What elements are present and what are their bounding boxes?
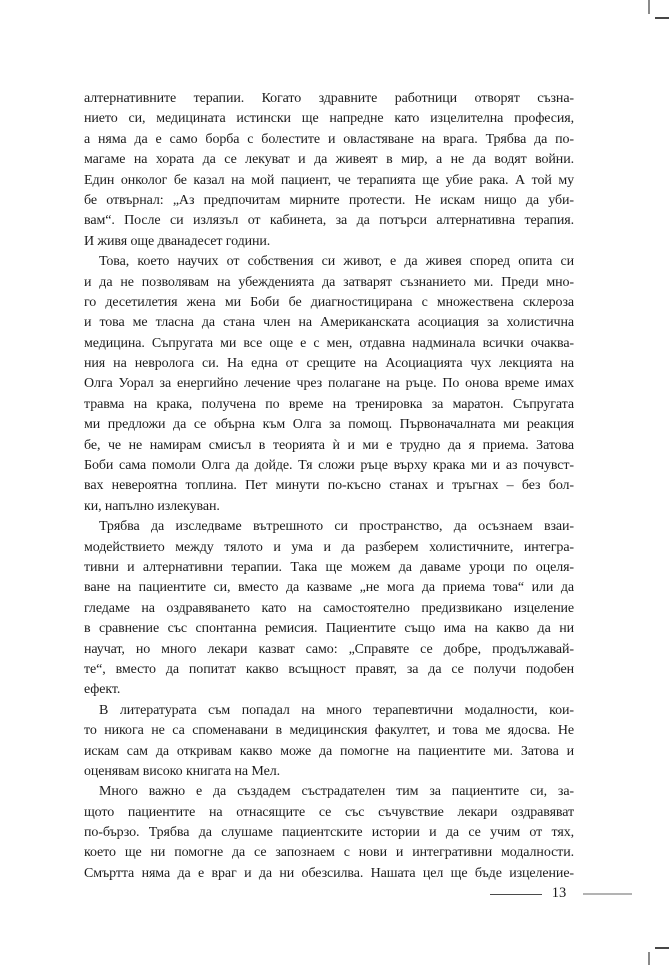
text-line: ване на пациентите си, вместо да казваме „не мога да приема това“ или да	[84, 580, 574, 596]
text-line: гледаме на оздравяването като на самостоятелно предизвикано изцеление	[84, 600, 574, 616]
text-line: ефект.	[84, 682, 121, 698]
crop-mark-bottom-right-vertical-icon	[648, 952, 650, 965]
text-line: по-бързо. Трябва да слушаме пациентските истории и да се учим от тях,	[84, 825, 574, 841]
text-line: бе отвърнал: „Аз предпочитам мирните протести. Не искам нищо да уби-	[84, 192, 574, 208]
crop-mark-top-right-horizontal-icon	[655, 17, 669, 19]
text-line: бе, че не намирам смисъл в теорията ѝ и ми е трудно да я приема. Затова	[84, 437, 574, 453]
paragraph	[84, 89, 574, 252]
crop-mark-bottom-right-horizontal-icon	[655, 947, 669, 949]
text-line: а няма да е само борба с болестите и овластяване на врага. Трябва да по-	[84, 131, 574, 147]
text-line: щото пациентите на отнасящите се със съчувствие лекари оздравяват	[84, 804, 574, 820]
text-line: В литературата съм попадал на много терапевтични модалности, кои-	[99, 702, 574, 718]
page-text	[84, 89, 574, 884]
text-line: го десетилетия жена ми Боби бе диагностицирана с множествена склероза	[84, 294, 574, 310]
text-line: ния на невролога си. На една от срещите на Асоциацията чух лекцията на	[84, 356, 574, 372]
text-line: което ще ни помогне да се запознаем с нови и интегративни модалности.	[84, 845, 574, 861]
text-line: Олга Уорал за енергийно лечение чрез полагане на ръце. По онова време имах	[84, 376, 574, 392]
text-line: и това ме тласна да стана член на Американската асоциация за холистична	[84, 315, 574, 331]
footer-rule-right	[583, 893, 632, 895]
text-line: вах невероятна топлина. Пет минути по-късно станах и тръгнах – без бол-	[84, 478, 574, 494]
crop-mark-top-right-vertical-icon	[648, 0, 650, 14]
paragraph	[84, 252, 574, 517]
text-line: Боби сама помоли Олга да дойде. Тя сложи ръце върху крака ми и аз почувст-	[84, 458, 574, 474]
footer-rule-left	[490, 894, 542, 895]
text-line: тивни и алтернативни терапии. Така ще можем да даваме уроци по оцеля-	[84, 559, 574, 575]
text-line: вам“. После си излязъл от кабинета, за да потърси алтернативна терапия.	[84, 213, 574, 229]
paragraph	[84, 517, 574, 701]
text-line: Смъртта няма да е враг и да ни обезсилва. Нашата цел ще бъде изцеление-	[84, 865, 574, 881]
text-line: Много важно е да създадем състрадателен тим за пациентите си, за-	[99, 784, 574, 800]
text-line: нието си, медицината истински ще напредне като изцелителна професия,	[84, 111, 574, 127]
text-line: магаме на хората да се лекуват и да живеят в мир, а не да водят войни.	[84, 152, 574, 168]
text-line: травма на крака, получена по време на тренировка за маратон. Съпругата	[84, 396, 574, 412]
page-number: 13	[551, 885, 567, 901]
text-line: Трябва да изследваме вътрешното си пространство, да осъзнаем взаи-	[99, 519, 574, 535]
text-line: оценявам високо книгата на Мел.	[84, 763, 280, 779]
text-line: то никога не са споменавани в медицинския факултет, и това ме ядосва. Не	[84, 723, 574, 739]
paragraph	[84, 701, 574, 783]
text-line: медицина. Съпругата ми все още е с мен, отдавна надминала всички очаква-	[84, 335, 574, 351]
text-line: те“, вместо да попитат какво всъщност правят, за да се получи подобен	[84, 661, 574, 677]
paragraph	[84, 782, 574, 884]
text-line: ми предложи да се обърна към Олга за помощ. Първоначалната ми реакция	[84, 417, 574, 433]
text-line: в сравнение със спонтанна ремисия. Пациентите също има на какво да ни	[84, 621, 574, 637]
text-line: модействието между тялото и ума и да разберем холистичните, интегра-	[84, 539, 574, 555]
text-line: искам сам да откривам какво може да помогне на пациентите ми. Затова и	[84, 743, 574, 759]
text-line: Това, което научих от собствения си живот, е да живея според опита си	[99, 254, 574, 270]
text-line: научат, но много лекари казват само: „Справяте се добре, продължавай-	[84, 641, 574, 657]
text-line: алтернативните терапии. Когато здравните работници отворят съзна-	[84, 91, 574, 106]
text-line: ки, напълно излекуван.	[84, 498, 220, 514]
text-line: и да не позволявам на убежденията да затварят съзнанието ми. Преди мно-	[84, 274, 574, 290]
text-line: И живя още дванадесет години.	[84, 233, 271, 249]
text-line: Един онколог бе казал на мой пациент, че терапията ще убие рака. А той му	[84, 172, 574, 188]
